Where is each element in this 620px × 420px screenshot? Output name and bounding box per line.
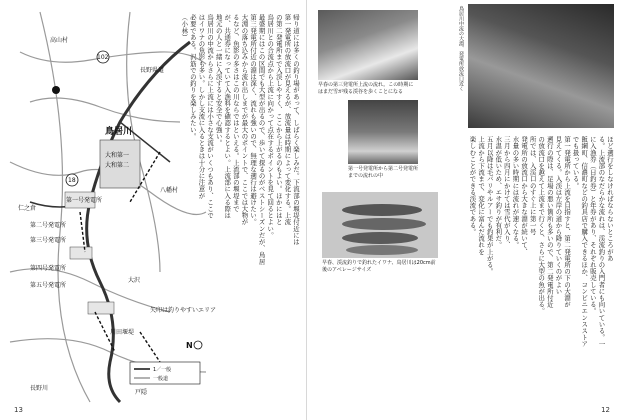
label-village-east: 八幡村	[160, 187, 179, 194]
point-marker	[52, 86, 60, 94]
right-page-number: 12	[601, 406, 610, 414]
label-legend-text: 矢印は釣りやすいエリア	[150, 307, 217, 314]
label-area-low: 川田堰堤	[110, 329, 135, 336]
area-box-3	[88, 302, 114, 314]
road-network	[10, 12, 206, 402]
label-route-102: 102	[97, 54, 109, 61]
text-column: 見えてくる。入渓は左岸の道から降りていくのがよい	[554, 136, 563, 295]
fish-4	[346, 245, 418, 255]
text-column: 必要である。沢筋での釣りを楽しみたい。	[188, 14, 197, 140]
road-upper	[30, 98, 180, 122]
text-column: 地元の人と一緒に入渓すると安全で心強い。	[214, 14, 223, 146]
label-town-bottom: 戸隠	[135, 389, 148, 396]
text-column: 帰り道には多くの釣り場があって、しばらく楽しみだ。下流部の堰堤付近には	[292, 14, 300, 245]
fish-svg	[322, 192, 438, 258]
text-column: 水温が低いため、エサ釣りが有利だ。	[494, 136, 503, 249]
label-station-1: 大和第一	[105, 152, 130, 159]
text-column: 第三発電所付近の淵は深く、流れも強いので、無理な遡行は避けたい。	[249, 14, 258, 226]
text-column: でも扱っている。	[571, 136, 580, 189]
left-page-number: 13	[14, 406, 23, 414]
fish-2	[342, 218, 426, 230]
text-column: 最盛期にはこの区間でも大型が出るので、歩いて探るのがベストシーズンだが、鳥居	[257, 14, 266, 265]
label-station-2: 大和第二	[105, 162, 130, 169]
photo-stream	[348, 100, 418, 164]
text-column: （小林）	[180, 14, 189, 41]
label-ni: 仁之倉	[18, 205, 37, 212]
legend-label-1: 1／一般	[153, 367, 172, 373]
arrow-4	[140, 332, 160, 362]
caption-photo-mid: 第一号発電所から第二号発電所までの流れの中	[348, 166, 419, 179]
text-column: 発電所の放流口から大きな淵が続いて、	[520, 136, 529, 255]
label-area-mid: 第一号発電所	[66, 197, 103, 204]
left-page	[0, 0, 307, 420]
label-river-low: 大沢	[128, 277, 141, 284]
label-area-4: 第四号発電所	[30, 265, 67, 272]
text-column: 大淵の落ち込みから流れ出しまでが最大のポイントで、ここでは大物が	[240, 14, 249, 226]
label-area-5: 第五号発電所	[30, 282, 67, 289]
fish-3	[342, 232, 418, 244]
text-column: るなど、魚影の多さはこの川ならではといえる。上流部の堰堤まで	[231, 14, 240, 212]
text-column: 三月から四月にかけては雪代が入り、	[502, 136, 511, 249]
text-column: の第二発電所まで入渓しやすく、ここから上がるのもよい。ほかにはと	[274, 14, 283, 226]
caption-photo-top-left: 早春の第三発電所上流の流れ。この時期にはまだ雪が残る渓谷を歩くことになる	[318, 82, 414, 95]
caption-photo-right: 鳥居川中流の大淵、発電所放流口近く	[458, 6, 464, 91]
text-column: 第一発電所の放流口が見えるが、放流量は時期によって変化する。上流	[283, 14, 292, 226]
photo-river-snow	[318, 10, 418, 80]
text-column: 所では、入渓口のすぐ上に第一号	[528, 136, 537, 235]
arrow-2	[80, 212, 85, 252]
text-column: る。上流部のなだらかな流れは、渓流釣りの入門者にも向いている。一	[597, 136, 606, 348]
label-route-top: 高山村	[50, 37, 69, 44]
text-column: 鳥居川の中流からさらに上流には小さな支流がいくつもあり、ここで	[206, 14, 215, 219]
text-column: 鳥居川との合流点から上流に向かって点在するポイントを見て回るとよい。	[266, 14, 275, 239]
label-route-18: 18	[68, 177, 76, 184]
photo-pool	[468, 4, 614, 128]
label-area-2: 第二号発電所	[30, 222, 67, 229]
text-column: ほど遡行をしなければならないところがあ	[606, 136, 614, 262]
text-column: 第一発電所から上流を目指すと、第二発電所の下の大淵が	[563, 136, 572, 308]
right-page	[308, 0, 620, 420]
text-column: の放流口を越えて上流まで行くと、さらに大型の魚が出る。	[537, 136, 546, 315]
text-column: 飯綱町、信濃町などの釣具店で購入できるほか、コンビニエンスストア	[580, 136, 589, 348]
caption-photo-fish: 早春、渓流釣りで釣れたイワナ、鳥居川は20cm前後のアベレージサイズ	[322, 260, 436, 273]
label-area-3: 第三号発電所	[30, 237, 67, 244]
photo-fish	[322, 192, 438, 258]
text-column: に入漁券（日釣券）と年券があり、それぞれ販売している。	[588, 136, 597, 315]
text-column: 上流から下流まで、変化に富んだ流れを	[477, 136, 486, 255]
label-river-main: 鳥居川	[105, 127, 133, 137]
text-column: はイワナの魚影も多い。しかし支流に入るときは十分に注意が	[197, 14, 206, 199]
area-box-2	[70, 247, 92, 259]
text-column: 五月以降は毛バリやルアーでも釣果が上がる。	[485, 136, 494, 275]
right-body-text	[468, 136, 614, 398]
fish-1	[342, 204, 422, 216]
road-top	[20, 52, 206, 64]
text-column: が、共通券になっていて入漁料を確認するとよい。上流部に入る際は	[223, 14, 232, 219]
text-column: 遡行の際は、足場の悪い箇所も多いので、第二発電所付近	[545, 136, 554, 308]
north-indicator: N	[186, 341, 193, 350]
text-column: 楽しむことができる渓流である。	[468, 136, 477, 235]
legend-label-2: 一般道	[153, 376, 169, 382]
label-river-bottom: 長野川	[30, 385, 49, 392]
text-column: 水量の多い時期には流れが速くなる。	[511, 136, 520, 249]
label-road: 長野県道	[140, 67, 165, 74]
